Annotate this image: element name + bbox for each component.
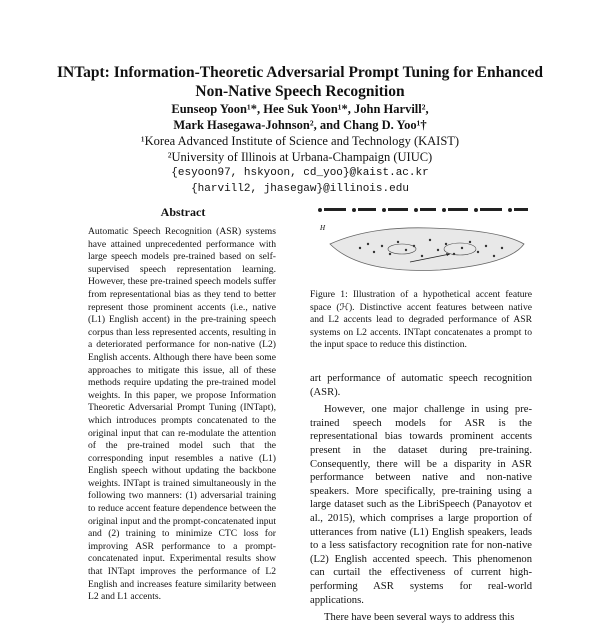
author-names-line2: Mark Hasegawa-Johnson², and Chang D. Yoo¹† bbox=[173, 118, 427, 132]
email-kaist: {esyoon97, hskyoon, cd_yoo}@kaist.ac.kr bbox=[171, 167, 429, 179]
affiliation-kaist: ¹Korea Advanced Institute of Science and Technology (KAIST) bbox=[140, 134, 460, 148]
svg-text:H: H bbox=[320, 224, 326, 232]
body-paragraph-3: There have been several ways to address this bbox=[324, 612, 515, 624]
author-block bbox=[40, 101, 560, 197]
body-paragraph-2: However, one major challenge in using pre-trained speech models for ASR is the representational bias towards prominent accents present in the dataset during pre-training. Consequently, there will be a disparity in ASR performance between native and non-native speakers. More specifically, pre-training using a large dataset such as the LibriSpeech (Panayotov et al., 2015), which comprises a large proportion of utterances from native (L1) English speakers, leads to a less satisfactory recognition rate for non-native (L2) English accented speech. This phenomenon can curtail the effectiveness of current high-performing ASR systems for real-world applications. bbox=[310, 404, 532, 606]
affiliation-uiuc: ²University of Illinois at Urbana-Champaign (UIUC) bbox=[167, 150, 433, 164]
body-paragraph-1: art performance of automatic speech recognition (ASR). bbox=[310, 373, 532, 398]
abstract-text: Automatic Speech Recognition (ASR) systems have attained unprecedented performance with large speech models pre-trained based on self-supervised speech representation learning. However, these pre-trained speech models suffer from representational bias as they tend to better represent those prominent accents (i.e., native (L1) English accent) in the pre-training speech corpus than less represented accents, resulting in a deteriorated performance for non-native (L2) English accents. Although there have been some approaches to mitigate this issue, all of these methods require updating the pre-trained model weights. In this paper, we propose Information Theoretic Adversarial Prompt Tuning (INTapt), which introduces prompts concatenated to the original input that can re-modulate the attention of the pre-trained model such that the corresponding input resembles a native (L1) English speech without updating the backbone weights. INTapt is trained simultaneously in the following two manners: (1) adversarial training to reduce accent feature dependence between the original input and the prompt-concatenated input and (2) training to minimize CTC loss for improving ASR performance to a prompt-concatenated input. Experimental results show that INTapt improves the performance of L2 English and increases feature similarity between L2 and L1 accents. bbox=[88, 226, 276, 603]
figure-illustration bbox=[310, 204, 532, 282]
email-uiuc: {harvill2, jhasegaw}@illinois.edu bbox=[191, 183, 409, 195]
figure-caption: Figure 1: Illustration of a hypothetical accent feature space (ℋ). Distinctive accent features between native and L2 accents lead to degraded performance of ASR systems on L2 accents. INTapt concatenates a prompt to the input space to reduce this distinction. bbox=[310, 289, 532, 351]
body-column-right bbox=[310, 372, 532, 625]
figure-legend bbox=[318, 208, 528, 212]
author-names-line1: Eunseop Yoon¹*, Hee Suk Yoon¹*, John Harvill², bbox=[171, 102, 429, 116]
accent-feature-space-figure bbox=[310, 204, 532, 282]
paper-title: INTapt: Information-Theoretic Adversarial Prompt Tuning for Enhanced Non-Native Speech Recognition bbox=[56, 64, 543, 100]
abstract-heading: Abstract bbox=[160, 205, 206, 219]
